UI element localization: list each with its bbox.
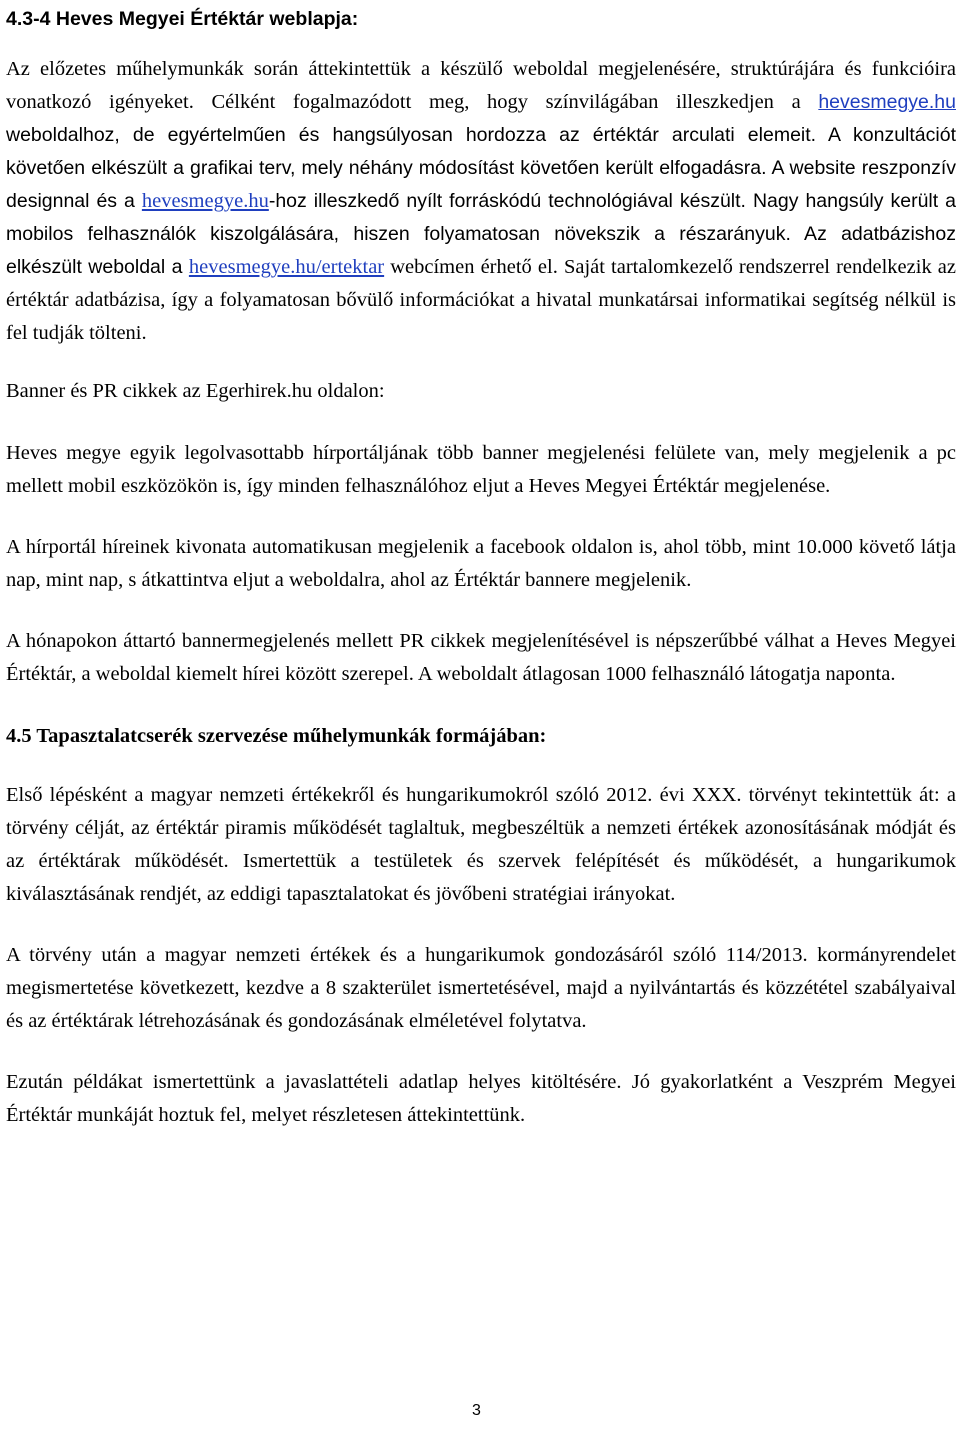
paragraph-text: Saját tartalomkezelő rendszerrel rendelkezik az értéktár adatbázisa, így a folyamatosan bővülő információkat a hivatal munkatársai informatikai segítség nélkül is fel tudják tölteni.: [6, 256, 957, 344]
hevesmegye-link[interactable]: hevesmegye.hu: [141, 190, 269, 212]
banner-paragraph-3: A hónapokon áttartó bannermegjelenés mellett PR cikkek megjelenítésével is népszerűbbé válhat a Heves Megyei Értéktár, a weboldal kiemelt hírei között szerepel. A weboldalt átlagosan 1000 felhasználó látogatja naponta.: [6, 630, 956, 685]
document-page: [6, 0, 956, 1132]
banner-section-title: Banner és PR cikkek az Egerhirek.hu oldalon:: [6, 380, 385, 402]
workshop-paragraph-1: Első lépésként a magyar nemzeti értékekről és hungarikumokról szóló 2012. évi XXX. törvényt tekintettük át: a törvény célját, az értéktár piramis működését taglaltuk, megbeszéltük a nemzeti értékek azonosításának módját és az értéktárak működését. Ismertettük a testületek és szervek felépítését és működését, a hungarikumok kiválasztásának rendjét, az eddigi tapasztalatokat és jövőbeni stratégiai irányokat.: [6, 784, 956, 905]
paragraph-text: webcímen érhető el.: [384, 256, 564, 278]
paragraph-text: weboldalhoz, de egyértelműen és hangsúlyosan hordozza az értéktár arculati elemeit. A konzultációt követően elkészült a grafikai terv, mely néhány módosítást követően került elfogadásra. A website reszponzív designnal és a: [6, 124, 956, 212]
website-paragraph: [6, 53, 956, 350]
page-number: 3: [472, 1402, 481, 1419]
paragraph-text: -hoz illeszkedő nyílt forráskódú technológiával készült. Nagy hangsúly került a mobilos felhasználók kiszolgálására, hiszen folyamatosan növekszik a részarányuk. Az adatbázishoz elkészült weboldal a: [6, 190, 956, 278]
section-heading-4-5: 4.5 Tapasztalatcserék szervezése műhelymunkák formájában:: [6, 725, 547, 747]
workshop-paragraph-3: Ezután példákat ismertettünk a javaslattételi adatlap helyes kitöltésére. Jó gyakorlatként a Veszprém Megyei Értéktár munkáját hoztuk fel, melyet részletesen áttekintettünk.: [6, 1071, 956, 1126]
banner-paragraph-1: Heves megye egyik legolvasottabb hírportáljának több banner megjelenési felülete van, mely megjelenik a pc mellett mobil eszközökön is, így minden felhasználóhoz eljut a Heves Megyei Értéktár megjelenése.: [6, 442, 956, 497]
hevesmegye-link[interactable]: hevesmegye.hu: [818, 91, 956, 113]
workshop-paragraph-2: A törvény után a magyar nemzeti értékek és a hungarikumok gondozásáról szóló 114/2013. kormányrendelet megismertetése következett, kezdve a 8 szakterület ismertetésével, majd a nyilvántartás és közzététel szabályaival és az értéktárak létrehozásának és gondozásának elméletével folytatva.: [6, 944, 956, 1032]
section-heading-4-3-4: 4.3-4 Heves Megyei Értéktár weblapja:: [6, 8, 359, 30]
banner-paragraph-2: A hírportál híreinek kivonata automatikusan megjelenik a facebook oldalon is, ahol több, mint 10.000 követő látja nap, mint nap, s átkattintva eljut a weboldalra, ahol az Értéktár bannere megjelenik.: [6, 536, 956, 591]
ertektar-link[interactable]: hevesmegye.hu/ertektar: [188, 256, 385, 278]
paragraph-text: Az előzetes műhelymunkák során áttekintettük a készülő weboldal megjelenésére, struktúrájára és funkcióira vonatkozó igényeket. Célként fogalmazódott meg, hogy színvilágában illeszkedjen a: [6, 58, 956, 113]
